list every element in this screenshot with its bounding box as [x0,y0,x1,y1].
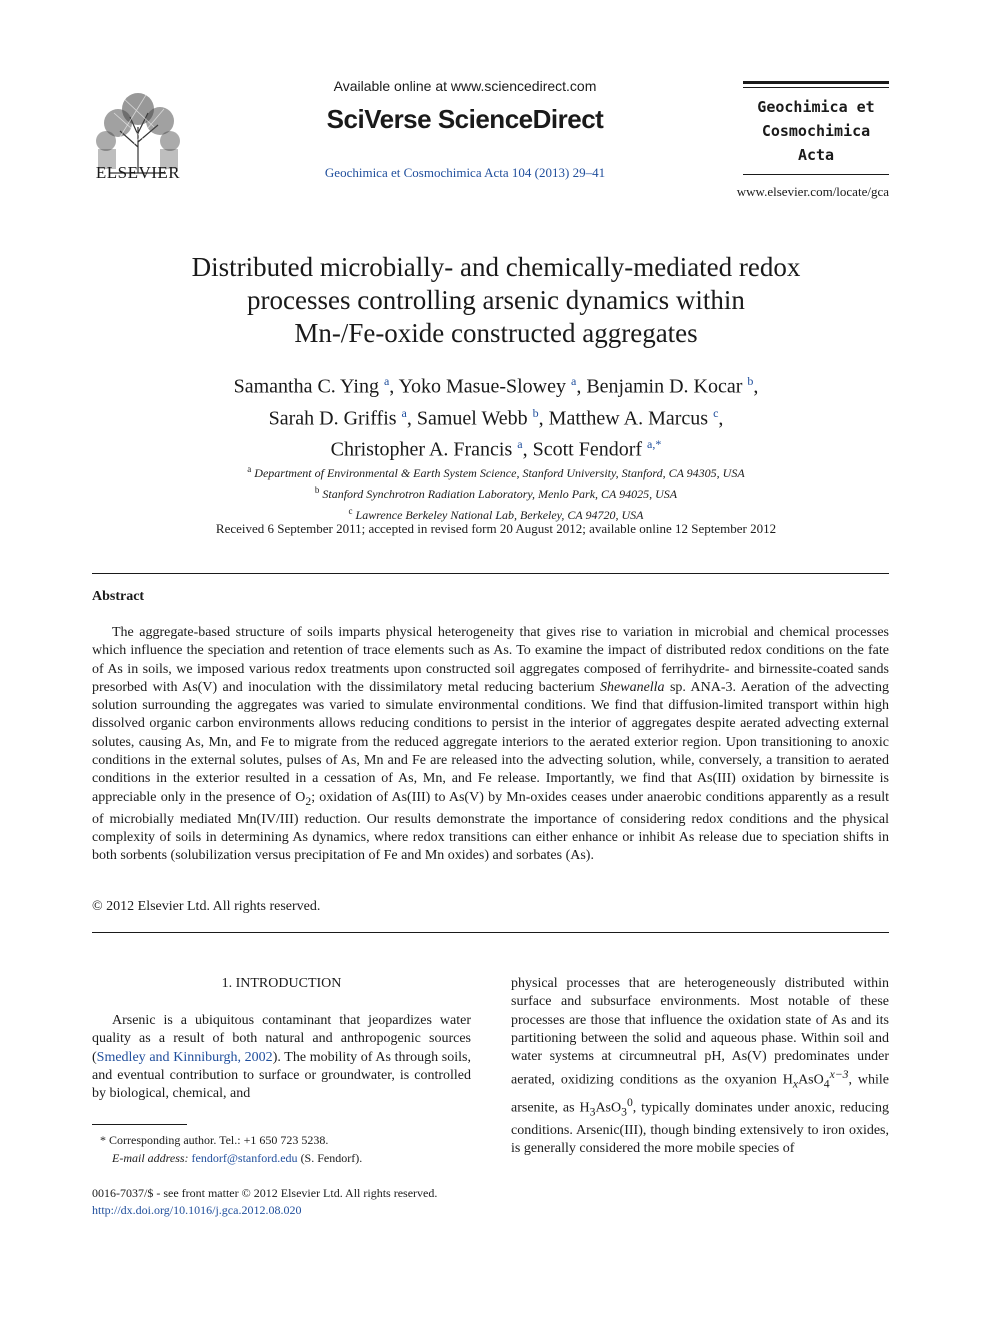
intro-paragraph: Arsenic is a ubiquitous contaminant that jeopardizes water quality as a result of both natural and anthropogenic sources (Smedley and Kinniburgh, 2002). The mobility of As through soils, and eventual contribution to surface or groundwater, is controlled by biological, chemical, and [92,1013,471,1102]
front-matter [92,1185,512,1219]
author-name[interactable]: Samuel Webb [416,407,528,430]
author-name[interactable]: Christopher A. Francis [330,438,513,461]
email-link[interactable]: fendorf@stanford.edu [191,1151,298,1165]
journal-citation-link[interactable]: Geochimica et Cosmochimica Acta 104 (2013) 29–41 [324,165,606,180]
author-name[interactable]: Sarah D. Griffis [268,407,397,430]
publisher-name: ELSEVIER [95,163,181,182]
affiliation-item: $^b$ Stanford Synchrotron Radiation Laboratory, Menlo Park, CA 94025, USA [314,485,678,501]
author-list: Samantha C. Ying $^a$, Yoko Masue-Slowey $^a$, Benjamin D. Kocar $^b$, Sarah D. Griffis $^a$, Samuel Webb $^b$, Matthew A. Marcus $^c$, Christopher A. Francis $^a$, Scott Fendorf $^{a,*}$ [233,374,759,461]
organism-name: Shewanella [600,679,665,695]
affiliation-marker[interactable]: a,* [647,437,662,452]
author-name[interactable]: Scott Fendorf [532,438,643,461]
right-column-paragraph: physical processes that are heterogeneously distributed within surface and subsurface environments. Most notable of these processes are those that influence the oxidation state of As and its partitioning between the solid and aqueous phase. Within soil and water systems at circumneutral pH, As(V) predominates under aerated, oxidizing conditions as the oxyanion $H_xAsO_4^{x-3}$, while arsenite, as $H_3AsO_3^0$, typically dominates under anoxic, reducing conditions. Arsenic(III), though binding extensively to iron oxides, is generally considered the more mobile species of [511,976,890,1157]
abstract-heading: Abstract [92,589,145,604]
affiliation-marker[interactable]: a [570,374,577,388]
affiliation-item: $^c$ Lawrence Berkeley National Lab, Berkeley, CA 94720, USA [348,506,644,522]
author-name[interactable]: Benjamin D. Kocar [586,375,743,398]
footnote-divider [92,1124,187,1125]
affiliation-marker[interactable]: a [383,374,390,388]
affiliations [96,461,896,524]
affiliation-marker[interactable]: b [747,374,754,388]
affiliation-marker[interactable]: a [517,437,523,452]
affiliation-item: $^a$ Department of Environmental & Earth System Science, Stanford University, Stanford, CA 94305, USA [247,464,745,480]
affiliation-marker[interactable]: b [532,405,539,420]
author-name[interactable]: Samantha C. Ying [233,375,379,398]
journal-url[interactable]: www.elsevier.com/locate/gca [736,184,889,199]
doi-link[interactable]: http://dx.doi.org/10.1016/j.gca.2012.08.020 [92,1203,302,1217]
article-title: Distributed microbially- and chemically-mediated redox processes controlling arsenic dynamics within Mn-/Fe-oxide constructed aggregates [191,252,801,348]
journal-name: Geochimica et Cosmochimica Acta [757,98,875,164]
sciverse-brand: SciVerse ScienceDirect [326,104,604,134]
available-online-text: Available online at www.sciencedirect.com [333,78,597,94]
section-heading: 1. INTRODUCTION [221,976,342,991]
abstract-body: The aggregate-based structure of soils imparts physical heterogeneity that gives rise to variation in microbial and chemical processes which influence the speciation and retention of trace elements such as As. To examine the impact of distributed redox conditions on the fate of As in soils, we imposed various redox treatments upon constructed soil aggregates composed of ferrihydrite- and birnessite-coated sands presorbed with As(V) and inoculation with the dissimilatory metal reducing bacterium Shewanella sp. ANA-3. Aeration of the advecting solution surrounding the aggregates was varied to simulate environmental conditions. We find that diffusion-limited transport within high dissolved organic carbon environments allows reducing conditions to persist in the interior of aggregates despite aerated advecting external solutes, causing As, Mn, and Fe to migrate from the reduced aggregate interiors to the aerated exterior region. Upon transitioning to anoxic conditions in the external solutes, pulses of As, Mn and Fe are released into the advecting solution, while, conversely, a transition to aerated conditions in the exterior resulted in a cessation of As, Mn, and Fe release. Importantly, we find that As(III) oxidation by birnessite is appreciable only in the presence of $O_2$; oxidation of As(III) to As(V) by Mn-oxides ceases under anaerobic conditions apparently as a result of microbially mediated Mn(IV/III) reduction. Our results demonstrate the importance of considering redox conditions and the physical complexity of soils in determining As dynamics, where redox transitions can either enhance or inhibit As release due to speciation shifts in both sorbents (solubilization versus precipitation of Fe and Mn oxides) and sorbates (As). [92,625,890,864]
author-name[interactable]: Yoko Masue-Slowey [398,375,566,398]
affiliation-marker[interactable]: a [401,405,407,420]
corresponding-author-footnote: * Corresponding author. Tel.: +1 650 723 5238. E-mail address: fendorf@stanford.edu (S. Fendorf). [100,1133,363,1165]
divider [92,932,889,933]
issn-line: 0016-7037/$ - see front matter © 2012 Elsevier Ltd. All rights reserved. [92,1186,438,1200]
affiliation-marker[interactable]: c [713,405,719,420]
received-dates: Received 6 September 2011; accepted in revised form 20 August 2012; available online 12 September 2012 [215,521,777,536]
reference-link[interactable]: Smedley and Kinniburgh, 2002 [96,1049,273,1065]
copyright-notice: © 2012 Elsevier Ltd. All rights reserved. [92,899,321,914]
author-name[interactable]: Matthew A. Marcus [548,407,709,430]
journal-logo-box [743,81,889,175]
divider [92,573,889,574]
